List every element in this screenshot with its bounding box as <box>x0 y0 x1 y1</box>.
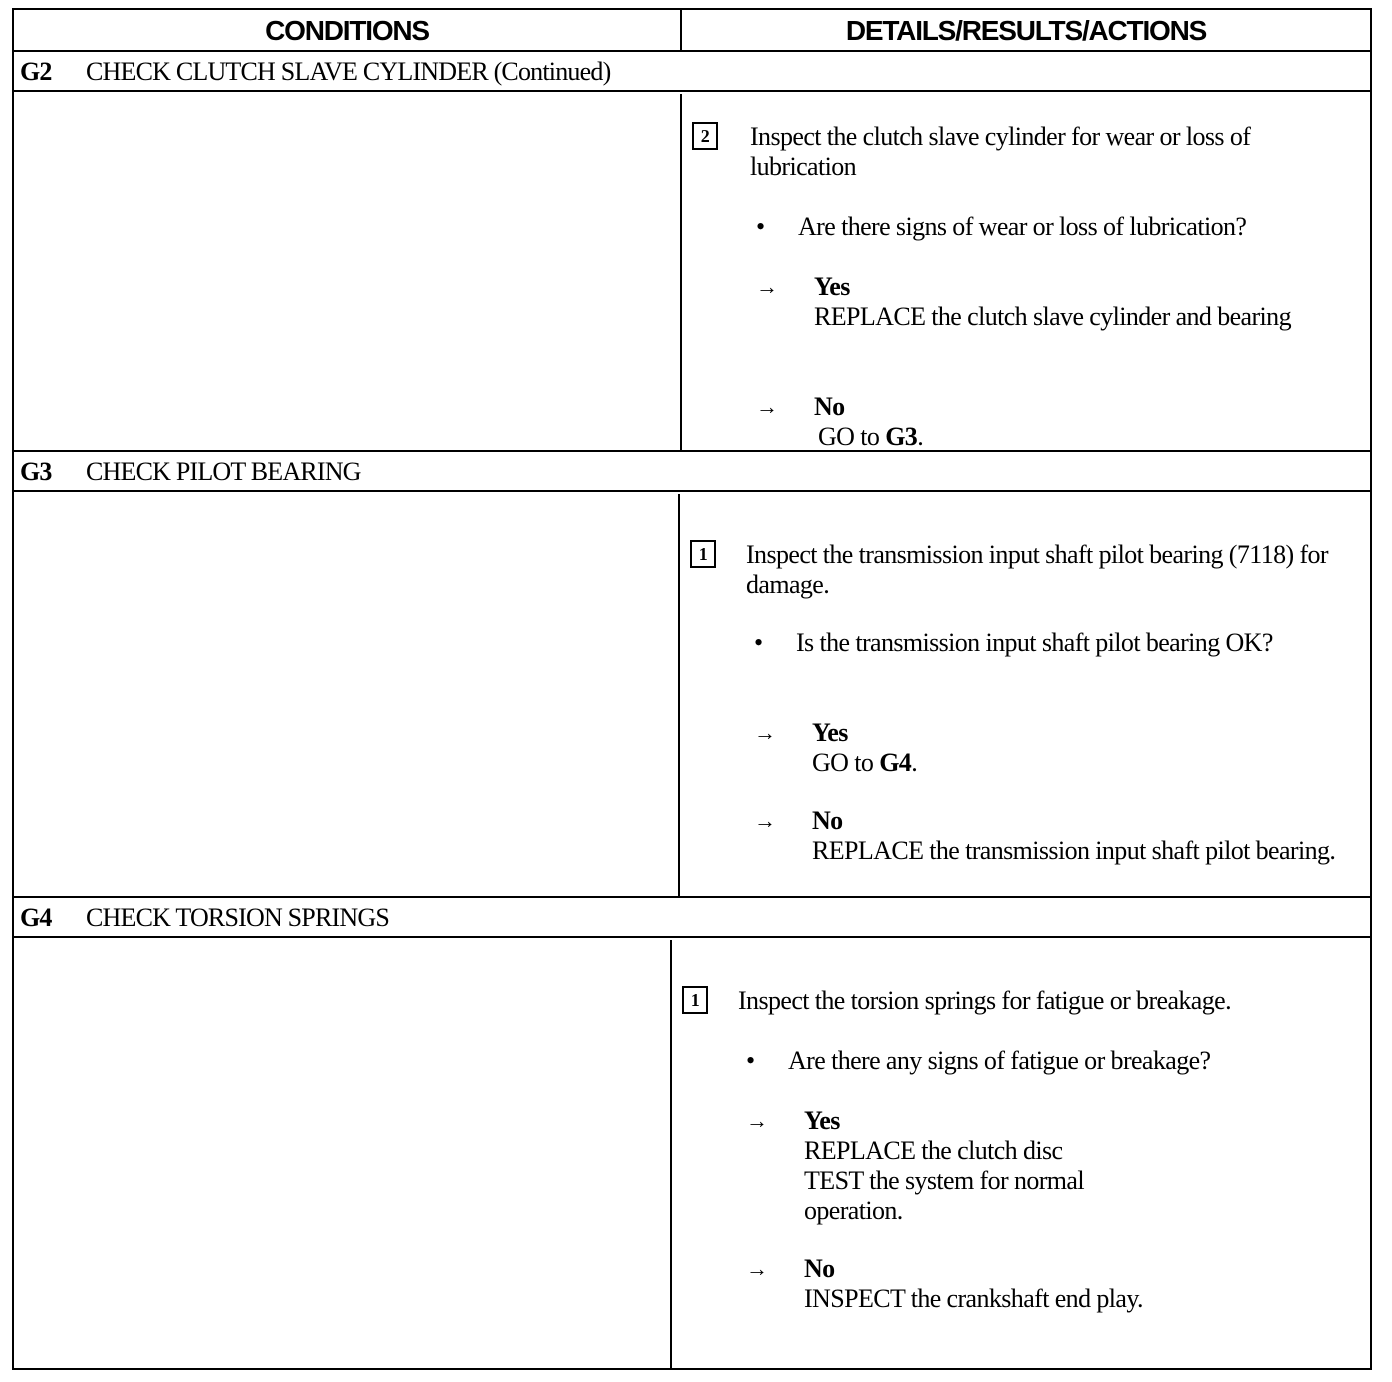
section-title-g4 <box>14 898 1370 938</box>
bullet-icon: • <box>756 212 765 241</box>
step-text: Inspect the transmission input shaft pilot bearing (7118) for damage. <box>746 540 1328 599</box>
action-text: . <box>917 422 924 451</box>
no-label: No <box>814 392 845 421</box>
step-text: Inspect the clutch slave cylinder for wear or loss of lubrication <box>750 122 1251 181</box>
no-label: No <box>804 1254 835 1283</box>
step-text: Inspect the torsion springs for fatigue or breakage. <box>738 986 1231 1015</box>
question-text: Is the transmission input shaft pilot bearing OK? <box>796 628 1273 657</box>
arrow-right-icon: → <box>754 720 776 745</box>
step-number: 2 <box>692 122 718 150</box>
step-number: 1 <box>682 986 708 1014</box>
section-name: CHECK CLUTCH SLAVE CYLINDER (Continued) <box>86 57 611 86</box>
action-text: . <box>911 748 918 777</box>
question-text: Are there signs of wear or loss of lubrication? <box>798 212 1247 241</box>
arrow-right-icon: → <box>754 808 776 833</box>
details-cell <box>672 940 1370 1368</box>
yes-action: REPLACE the clutch slave cylinder and bearing <box>814 302 1291 331</box>
section-name: CHECK TORSION SPRINGS <box>86 903 389 932</box>
section-body-g3 <box>14 494 1370 898</box>
no-action: INSPECT the crankshaft end play. <box>804 1284 1143 1313</box>
section-body-g4 <box>14 940 1370 1368</box>
step-number: 1 <box>690 540 716 568</box>
yes-label: Yes <box>804 1106 840 1135</box>
arrow-right-icon: → <box>746 1256 768 1281</box>
arrow-right-icon: → <box>756 394 778 419</box>
yes-label: Yes <box>812 718 848 747</box>
no-action: REPLACE the transmission input shaft pilot bearing. <box>812 836 1336 865</box>
conditions-cell <box>14 494 678 896</box>
action-ref: G3 <box>885 422 918 451</box>
no-action <box>818 422 1378 452</box>
yes-label: Yes <box>814 272 850 301</box>
question-text: Are there any signs of fatigue or breakage? <box>788 1046 1211 1075</box>
arrow-right-icon: → <box>746 1108 768 1133</box>
details-header: DETAILS/RESULTS/ACTIONS <box>845 15 1207 46</box>
details-cell <box>680 494 1370 896</box>
section-code: G3 <box>20 457 52 486</box>
section-body-g2 <box>14 94 1370 452</box>
section-title-g2 <box>14 52 1370 92</box>
action-ref: G4 <box>879 748 912 777</box>
conditions-cell <box>14 94 680 450</box>
section-name: CHECK PILOT BEARING <box>86 457 361 486</box>
section-code: G4 <box>20 903 52 932</box>
details-cell <box>682 94 1370 450</box>
section-title-g3 <box>14 452 1370 492</box>
yes-action <box>804 1136 1164 1226</box>
section-code: G2 <box>20 57 52 86</box>
action-text: TEST the system for normal operation. <box>804 1166 1084 1225</box>
conditions-header: CONDITIONS <box>265 15 429 46</box>
bullet-icon: • <box>746 1046 755 1075</box>
no-label: No <box>812 806 843 835</box>
diagnostic-table <box>12 8 1372 1370</box>
action-text: REPLACE the clutch disc <box>804 1136 1063 1165</box>
bullet-icon: • <box>754 628 763 657</box>
table-header <box>14 10 1370 52</box>
action-text: GO to <box>812 748 880 777</box>
conditions-cell <box>14 940 670 1368</box>
yes-action <box>812 748 1372 778</box>
arrow-right-icon: → <box>756 274 778 299</box>
action-text: GO to <box>818 422 886 451</box>
